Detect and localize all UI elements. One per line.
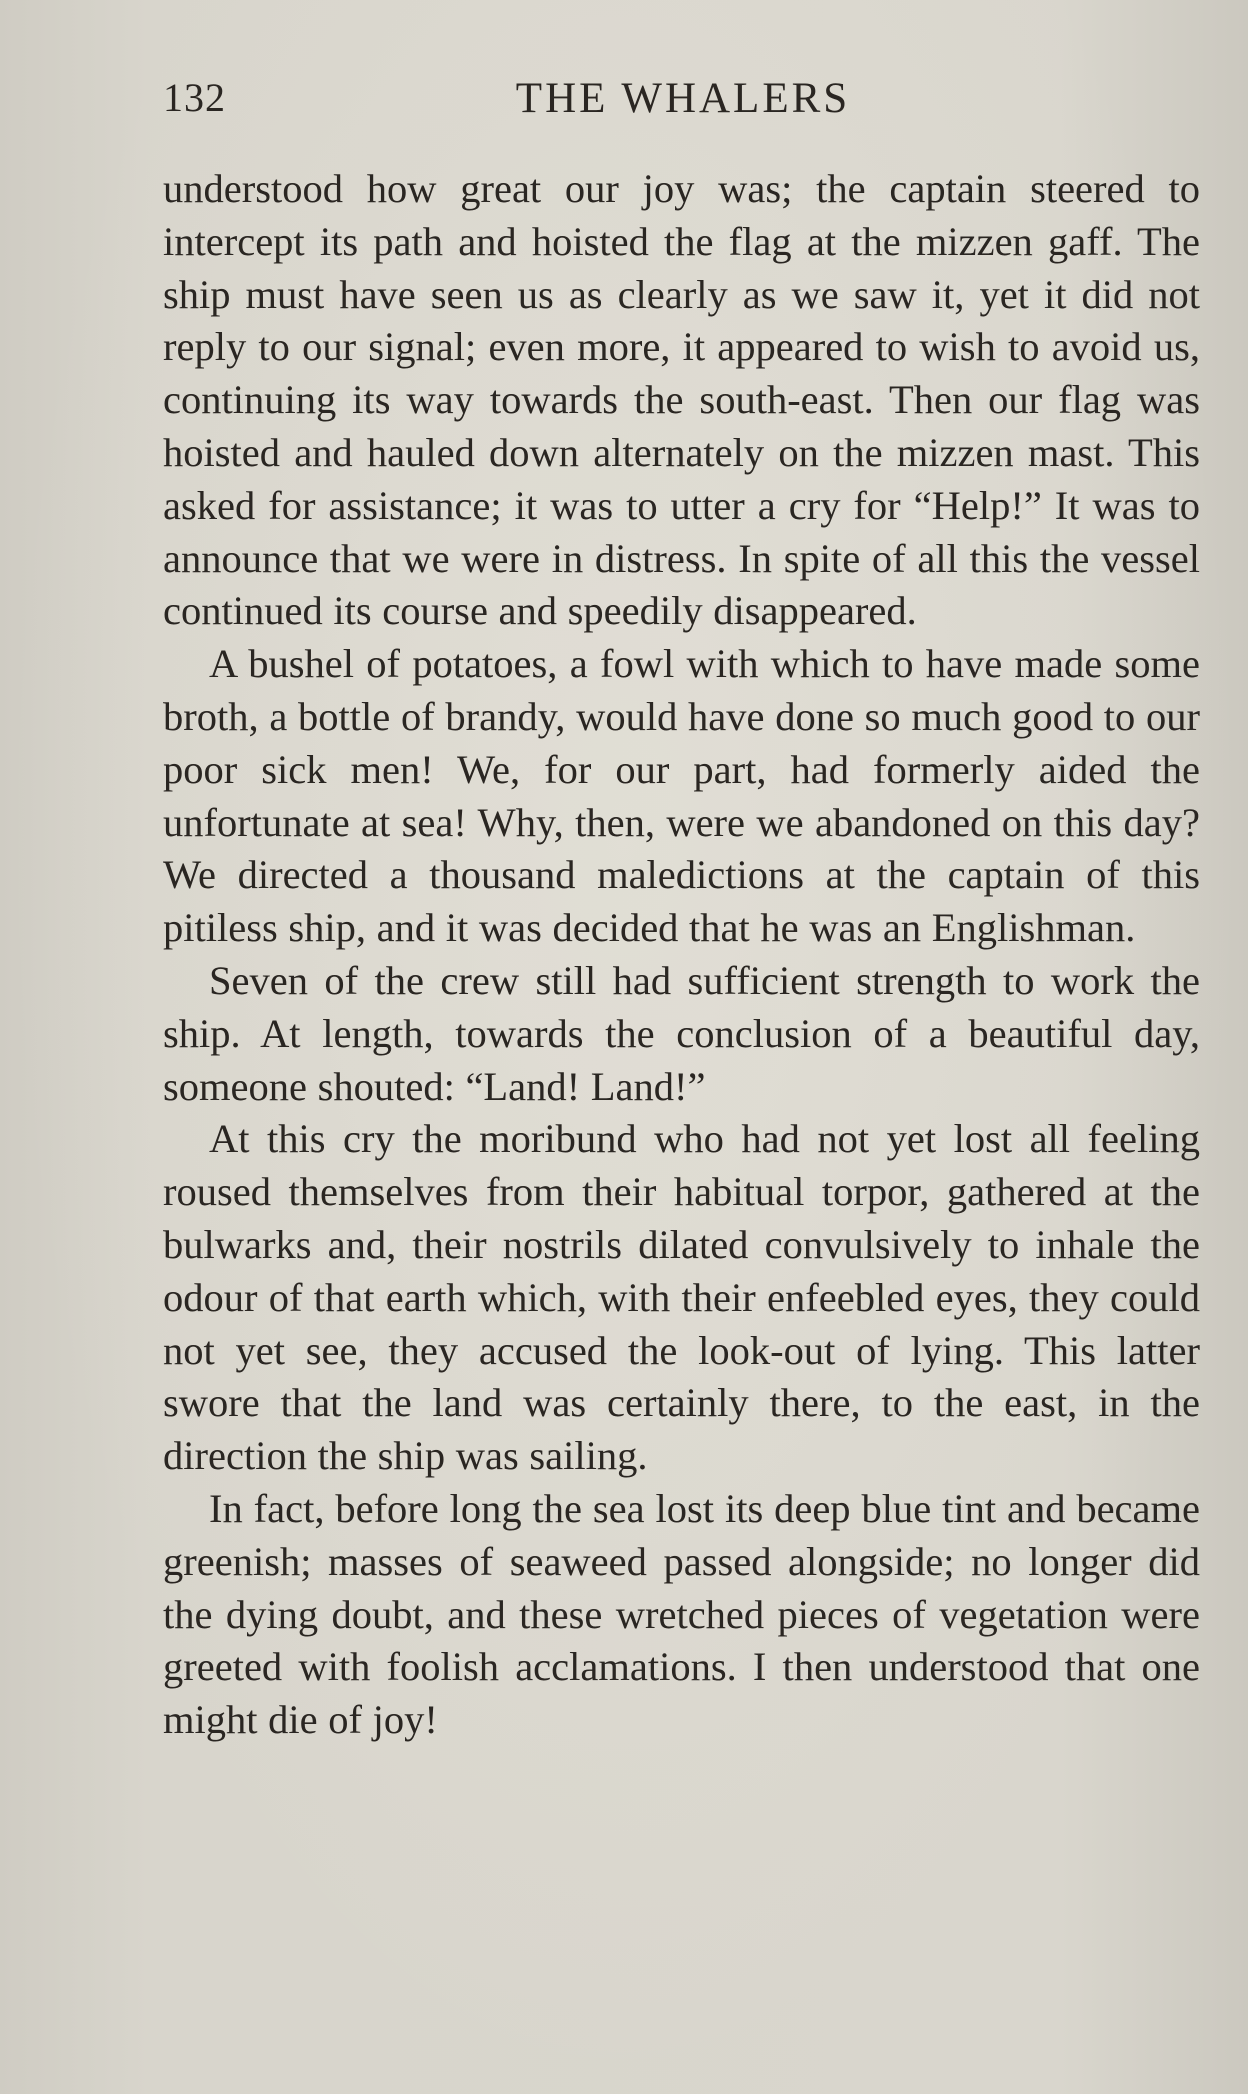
paragraph: At this cry the moribund who had not yet lost all feeling roused themselves from their habitual torpor, gathered at the bulwarks and, their nostrils dilated convulsively to inhale the odour of that earth which, with their enfeebled eyes, they could not yet see, they accused the look-out of lying. This latter swore that the land was certainly there, to the east, in the direction the ship was sailing.	[163, 1116, 1200, 1479]
paragraph: A bushel of potatoes, a fowl with which to have made some broth, a bottle of brandy, would have done so much good to our poor sick men! We, for our part, had formerly aided the unfortunate at sea! Why, then, were we abandoned on this day? We directed a thousand maledictions at the captain of this pitiless ship, and it was decided that he was an Englishman.	[163, 641, 1200, 951]
paragraph: Seven of the crew still had sufficient strength to work the ship. At length, towards the conclusion of a beautiful day, someone shouted: “Land! Land!”	[163, 957, 1200, 1109]
paragraph-continued: understood how great our joy was; the captain steered to intercept its path and hoisted the flag at the mizzen gaff. The ship must have seen us as clearly as we saw it, yet it did not reply to our signal; even more, it appeared to wish to avoid us, continuing its way towards the south-east. Then our flag was hoisted and hauled down alternately on the mizzen mast. This asked for assistance; it was to utter a cry for “Help!” It was to announce that we were in distress. In spite of all this the vessel continued its course and speedily disappeared.	[163, 166, 1200, 634]
running-head: THE WHALERS	[515, 75, 851, 122]
body-text	[163, 163, 1200, 1747]
page-header	[163, 74, 1200, 134]
paragraph: In fact, before long the sea lost its deep blue tint and became greenish; masses of seaweed passed alongside; no longer did the dying doubt, and these wretched pieces of vegetation were greeted with foolish acclamations. I then understood that one might die of joy!	[163, 1485, 1200, 1743]
page-number: 132	[163, 75, 226, 120]
